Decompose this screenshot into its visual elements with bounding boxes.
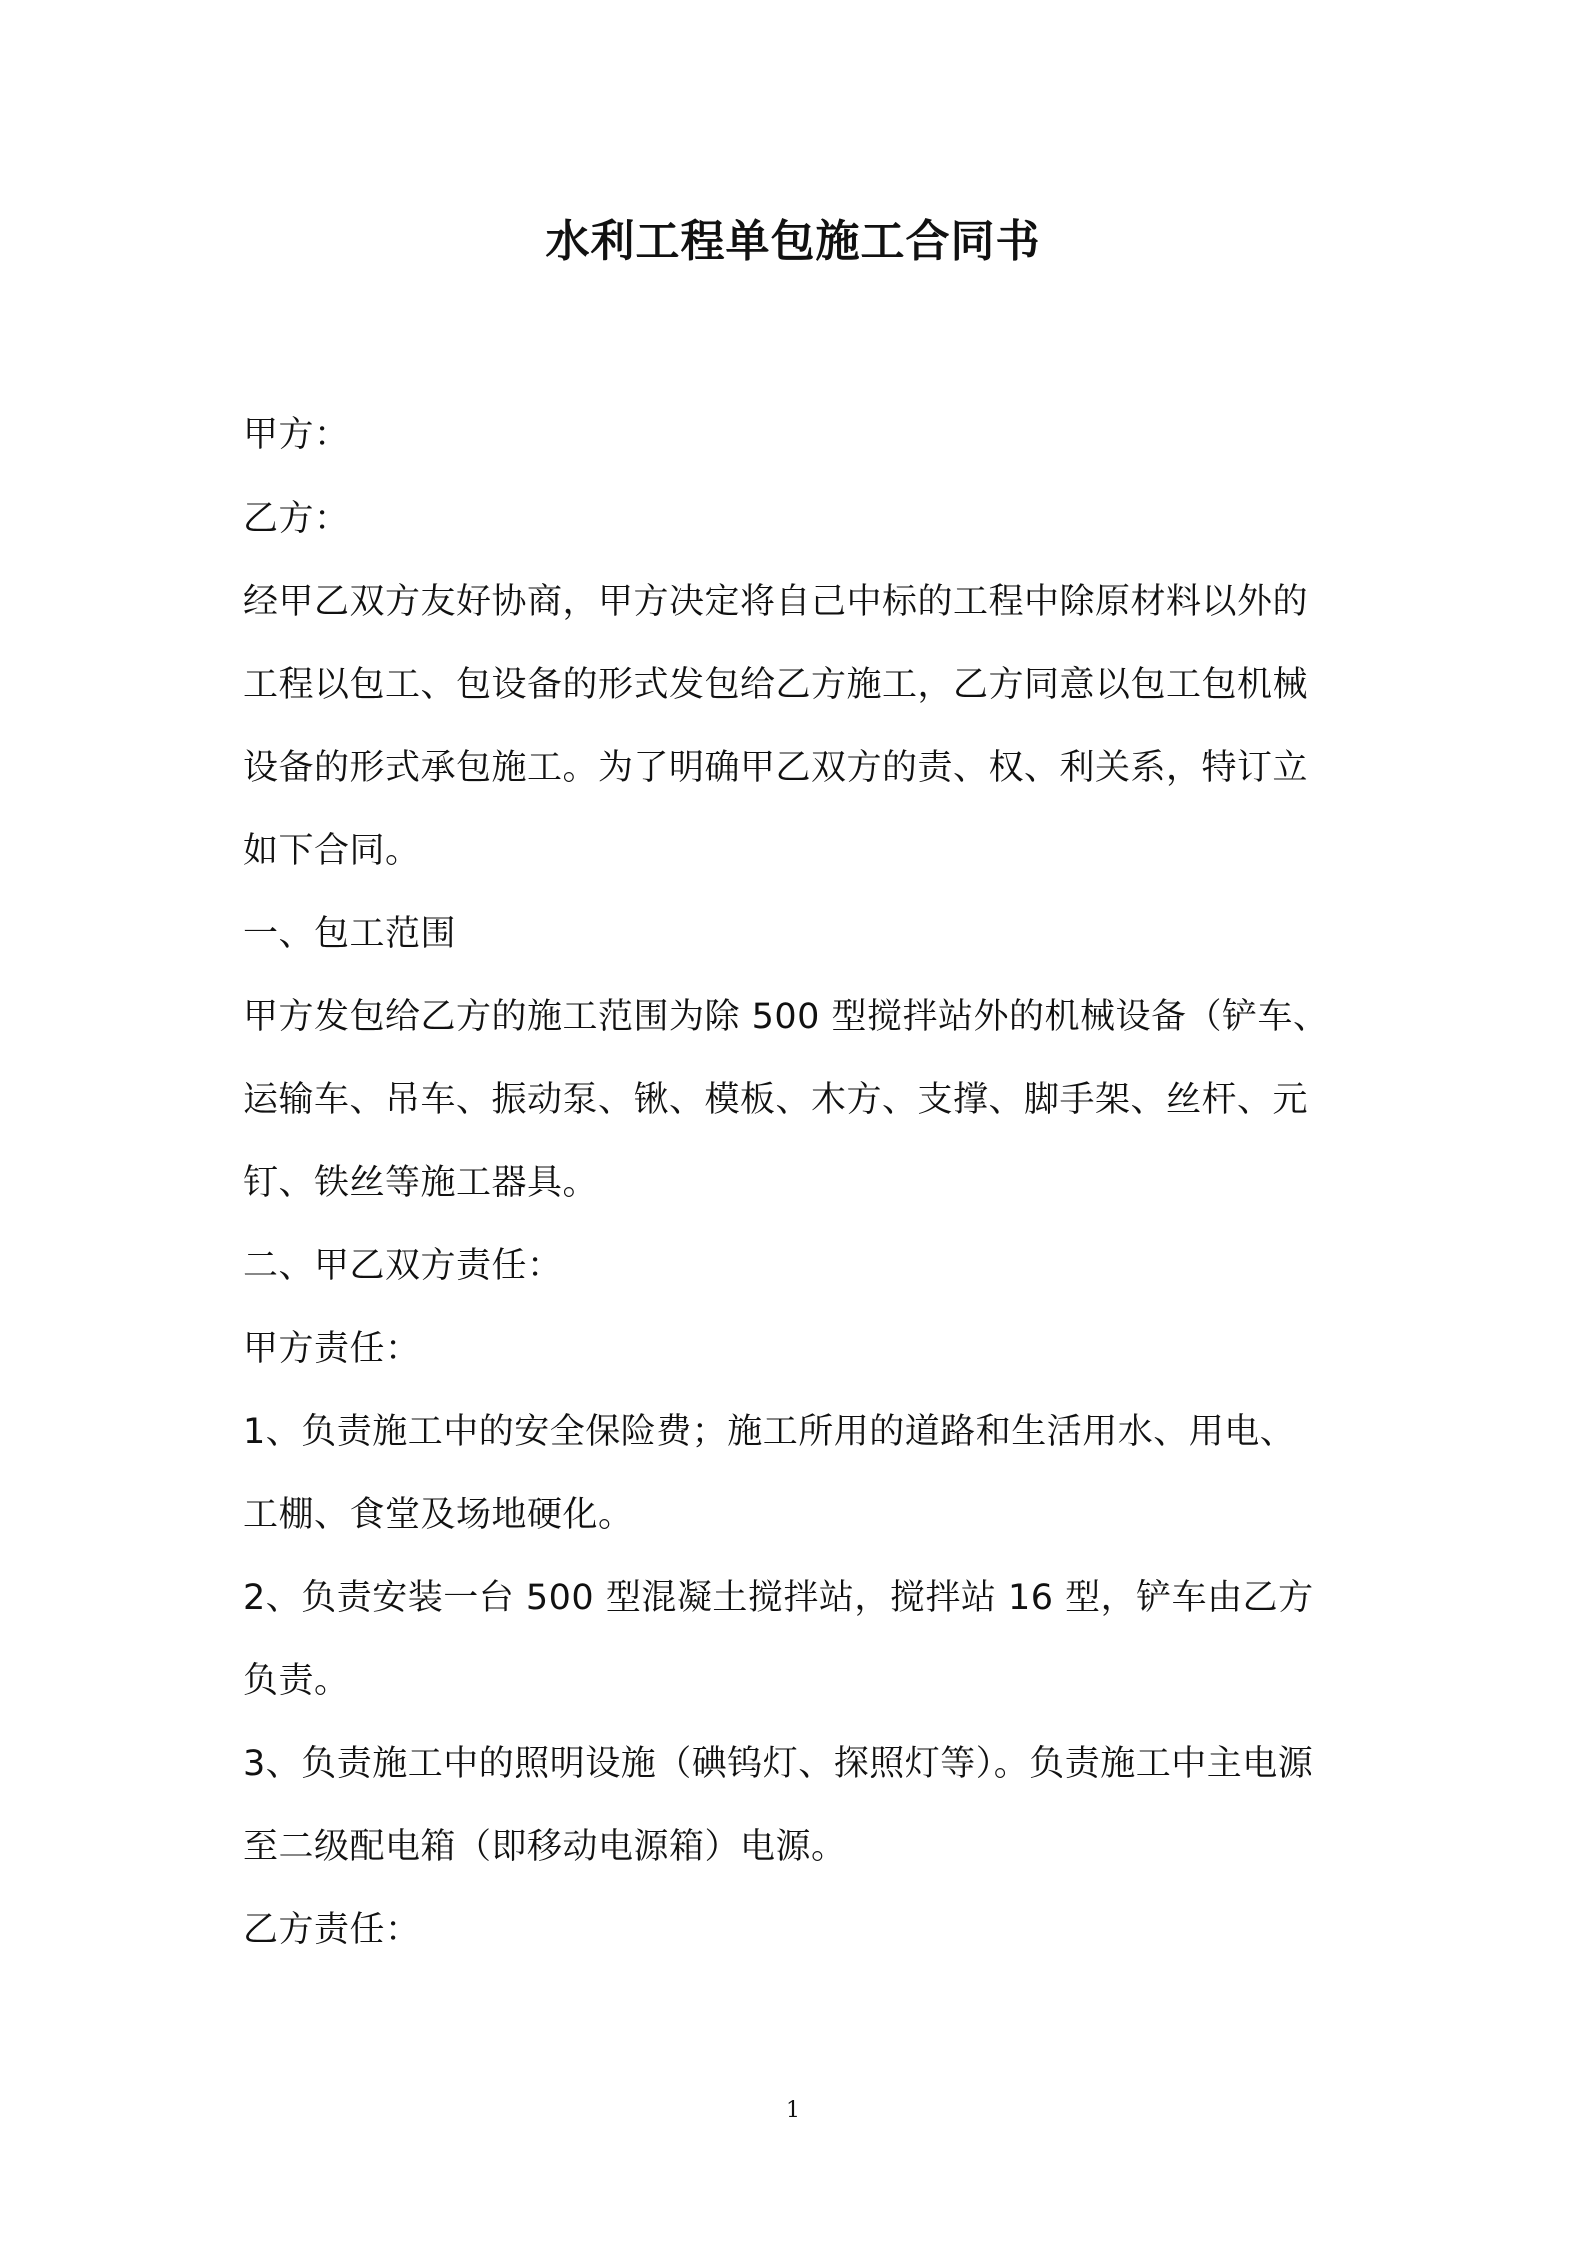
list-item-line: 至二级配电箱（即移动电源箱）电源。	[243, 1827, 847, 1867]
paragraph-line: 钉、铁丝等施工器具。	[243, 1163, 599, 1203]
list-item-line: 2、负责安装一台 500 型混凝土搅拌站，搅拌站 16 型，铲车由乙方	[243, 1578, 1314, 1618]
list-item-line: 1、负责施工中的安全保险费；施工所用的道路和生活用水、用电、	[243, 1412, 1296, 1452]
section-heading: 一、包工范围	[243, 914, 457, 954]
paragraph-line: 运输车、吊车、振动泵、锹、模板、木方、支撑、脚手架、丝杆、元	[243, 1080, 1309, 1120]
paragraph-line: 经甲乙双方友好协商，甲方决定将自己中标的工程中除原材料以外的	[243, 582, 1309, 622]
paragraph-line: 设备的形式承包施工。为了明确甲乙双方的责、权、利关系，特订立	[243, 748, 1309, 788]
subsection-heading: 乙方责任：	[243, 1910, 421, 1950]
document-title: 水利工程单包施工合同书	[545, 216, 1041, 267]
list-item-line: 工棚、食堂及场地硬化。	[243, 1495, 634, 1535]
paragraph-line: 如下合同。	[243, 831, 421, 871]
section-heading: 二、甲乙双方责任：	[243, 1246, 563, 1286]
list-item-line: 3、负责施工中的照明设施（碘钨灯、探照灯等）。负责施工中主电源	[243, 1744, 1314, 1784]
list-item-line: 负责。	[243, 1661, 350, 1701]
paragraph-line: 工程以包工、包设备的形式发包给乙方施工，乙方同意以包工包机械	[243, 665, 1309, 705]
paragraph-line: 甲方发包给乙方的施工范围为除 500 型搅拌站外的机械设备（铲车、	[243, 997, 1329, 1037]
page-number: 1	[786, 2098, 800, 2123]
party-a-line: 甲方：	[243, 415, 350, 455]
subsection-heading: 甲方责任：	[243, 1329, 421, 1369]
party-b-line: 乙方：	[243, 499, 350, 539]
